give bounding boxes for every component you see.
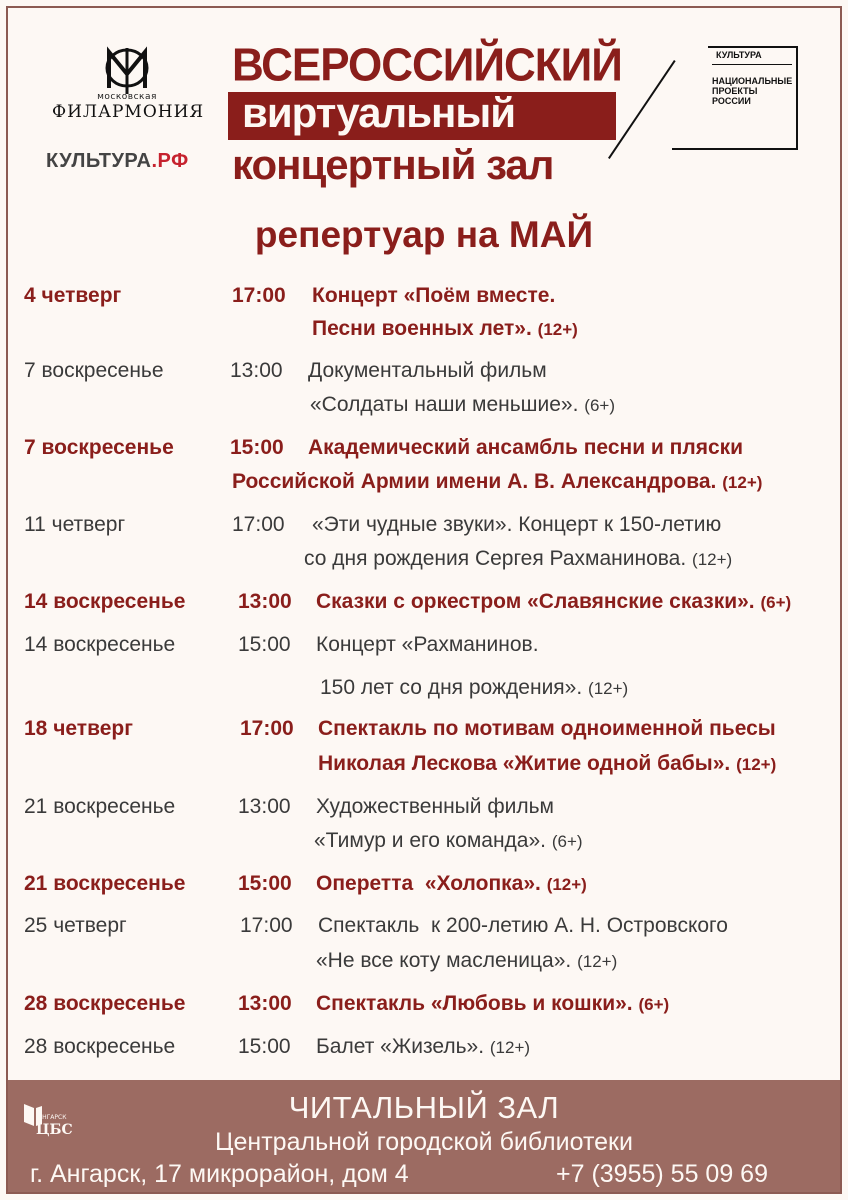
np-line-1: НАЦИОНАЛЬНЫЕ (712, 76, 793, 86)
age-rating: (6+) (584, 396, 616, 415)
footer-band (8, 1080, 840, 1192)
event-time: 17:00 (240, 717, 294, 740)
event-date: 28 воскресенье (24, 992, 186, 1015)
philharmonic-name: ФИЛАРМОНИЯ (52, 102, 205, 122)
np-line-3: РОССИИ (712, 96, 751, 106)
event-date: 18 четверг (24, 717, 133, 740)
event-title-text: «Эти чудные звуки». Концерт к 150-летию (312, 513, 722, 536)
national-projects-logo (672, 46, 804, 154)
np-frame-top (708, 46, 798, 48)
event-title-text: Документальный фильм (308, 359, 547, 382)
event-title-line (316, 992, 669, 1016)
age-rating: (12+) (537, 320, 578, 339)
event-time: 15:00 (238, 633, 291, 656)
age-rating: (12+) (692, 550, 733, 569)
event-date: 11 четверг (24, 513, 126, 536)
event-title-text: Спектакль «Любовь и кошки». (316, 992, 633, 1015)
title-line-3: концертный зал (232, 141, 554, 188)
event-title-text: Николая Лескова «Житие одной бабы». (318, 752, 731, 775)
event-time: 15:00 (238, 1035, 291, 1058)
event-time: 17:00 (232, 284, 286, 307)
kultura-rf-domain: .РФ (151, 150, 189, 172)
event-title-line (314, 829, 583, 853)
age-rating: (6+) (551, 832, 583, 851)
footer-address: г. Ангарск, 17 микрорайон, дом 4 (30, 1160, 409, 1188)
event-title-text: Концерт «Рахманинов. (316, 633, 539, 656)
np-frame-bottom (672, 148, 798, 150)
event-title-line (318, 752, 776, 776)
event-title-text: Оперетта «Холопка». (316, 872, 541, 895)
event-date: 14 воскресенье (24, 590, 186, 613)
event-title-line (316, 795, 554, 819)
event-date: 14 воскресенье (24, 633, 176, 656)
cbs-logo-text: ЦБС (36, 1122, 73, 1138)
event-time: 13:00 (230, 359, 283, 382)
event-title-line (316, 1035, 530, 1059)
event-time: 17:00 (240, 914, 293, 937)
event-time: 13:00 (238, 992, 292, 1015)
event-title-line (308, 359, 547, 383)
event-title-line (304, 547, 732, 571)
event-time: 15:00 (230, 436, 284, 459)
event-date: 21 воскресенье (24, 872, 186, 895)
event-time: 13:00 (238, 795, 291, 818)
event-title-text: Академический ансамбль песни и пляски (308, 436, 744, 459)
event-title-line (310, 393, 615, 417)
event-title-line (232, 470, 762, 494)
np-line-2: ПРОЕКТЫ (712, 86, 758, 96)
event-title-line (316, 872, 587, 896)
event-title-text: Песни военных лет». (312, 317, 532, 340)
kultura-rf-name: КУЛЬТУРА (46, 150, 152, 172)
event-time: 17:00 (232, 513, 285, 536)
age-rating: (6+) (760, 593, 792, 612)
event-title-text: 150 лет со дня рождения». (320, 676, 583, 699)
event-title-text: Художественный фильм (316, 795, 554, 818)
event-title-text: Балет «Жизель». (316, 1035, 485, 1058)
event-title-text: Спектакль по мотивам одноименной пьесы (318, 717, 776, 740)
event-date: 21 воскресенье (24, 795, 176, 818)
event-title-line (318, 717, 776, 741)
np-text (712, 76, 793, 106)
event-title-text: Концерт «Поём вместе. (312, 284, 556, 307)
event-title-text: Спектакль к 200-летию А. Н. Островского (318, 914, 728, 937)
np-frame-right (796, 46, 798, 150)
age-rating: (12+) (722, 473, 763, 492)
event-title-text: «Тимур и его команда». (314, 829, 546, 852)
np-divider (712, 64, 792, 65)
event-date: 28 воскресенье (24, 1035, 176, 1058)
philharmonic-logo (52, 44, 205, 134)
event-title-line (316, 949, 617, 973)
cbs-logo-city: АНГАРСК (38, 1114, 67, 1121)
event-title-line (308, 436, 743, 460)
title-line-2: виртуальный (242, 89, 516, 136)
age-rating: (12+) (588, 679, 629, 698)
age-rating: (12+) (577, 952, 618, 971)
event-date: 7 воскресенье (24, 359, 164, 382)
age-rating: (12+) (546, 875, 587, 894)
event-date: 7 воскресенье (24, 436, 174, 459)
event-title-text: «Не все коту масленица». (316, 949, 572, 972)
event-time: 15:00 (238, 872, 292, 895)
event-title-line (316, 590, 791, 614)
age-rating: (12+) (489, 1038, 531, 1057)
footer-subtitle: Центральной городской библиотеки (215, 1128, 633, 1156)
footer-phone[interactable]: +7 (3955) 55 09 69 (556, 1160, 768, 1188)
repertoire-title: репертуар на МАЙ (254, 214, 594, 255)
event-time: 13:00 (238, 590, 292, 613)
event-title-line (316, 633, 539, 657)
kultura-rf-logo (46, 150, 189, 173)
event-date: 25 четверг (24, 914, 127, 937)
age-rating: (6+) (638, 995, 670, 1014)
event-title-line (312, 317, 578, 341)
event-title-text: со дня рождения Сергея Рахманинова. (304, 547, 687, 570)
main-title (228, 36, 622, 188)
footer-title: ЧИТАЛЬНЫЙ ЗАЛ (288, 1090, 560, 1125)
philharmonic-city: московская (97, 92, 157, 102)
event-title-line (312, 284, 555, 308)
event-title-text: Сказки с оркестром «Славянские сказки». (316, 590, 755, 613)
event-title-line (312, 513, 721, 537)
event-title-line (320, 676, 628, 700)
event-title-text: Российской Армии имени А. В. Александрова. (232, 470, 717, 493)
age-rating: (12+) (736, 755, 777, 774)
event-title-text: «Солдаты наши меньшие». (310, 393, 579, 416)
event-date: 4 четверг (24, 284, 122, 307)
np-top-label: КУЛЬТУРА (716, 50, 762, 60)
title-line-1: ВСЕРОССИЙСКИЙ (232, 39, 622, 92)
event-title-line (318, 914, 728, 938)
